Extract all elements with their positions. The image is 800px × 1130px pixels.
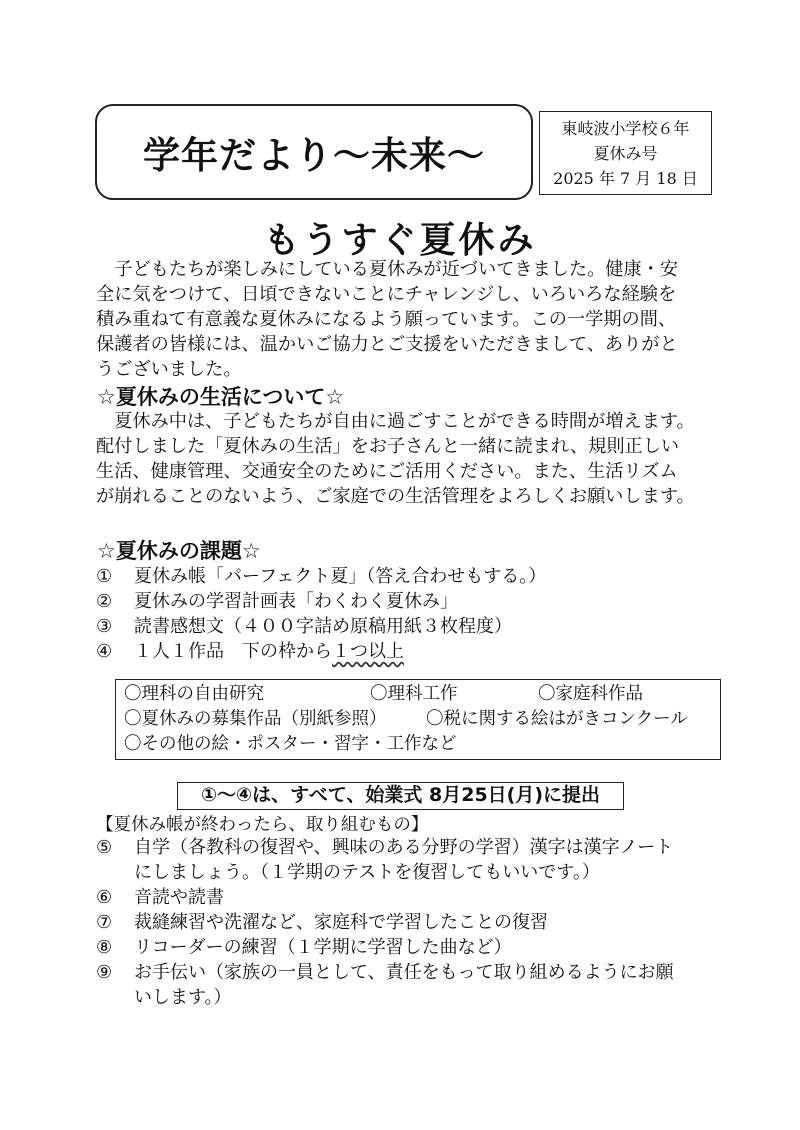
- option-item: 〇理科の自由研究: [124, 684, 264, 704]
- headline: もうすぐ夏休み: [263, 220, 537, 261]
- tasks-heading: ☆夏休みの課題☆: [97, 539, 261, 563]
- after-number: ⑥: [96, 887, 113, 908]
- after-text: にしましょう。（１学期のテストを復習してもいいです。）: [134, 862, 600, 883]
- task-emphasis: １つ以上: [332, 641, 404, 662]
- intro-line: 子どもたちが楽しみにしている夏休みが近づいてきました。健康・安: [96, 259, 679, 280]
- task-item: [96, 639, 546, 664]
- task-text: 夏休み帳「パーフェクト夏」（答え合わせもする。）: [134, 566, 547, 587]
- life-line: 配付しました「夏休みの生活」をお子さんと一緒に読まれ、規則正しい: [96, 436, 680, 457]
- after-item: [96, 910, 674, 935]
- after-item: [96, 960, 674, 1010]
- school-name: 東岐波小学校６年: [561, 119, 690, 138]
- task-item: [96, 614, 546, 639]
- after-number: ⑧: [96, 937, 113, 958]
- after-text: リコーダーの練習（１学期に学習した曲など）: [134, 937, 512, 958]
- issue-date: 2025 年 7 月 18 日: [553, 169, 698, 188]
- after-text: 自学（各教科の復習や、興味のある分野の学習）漢字は漢字ノート: [134, 837, 674, 858]
- life-paragraph: [96, 409, 716, 509]
- after-text: 裁縫練習や洗濯など、家庭科で学習したことの復習: [134, 912, 548, 933]
- life-heading: ☆夏休みの生活について☆: [97, 385, 345, 409]
- life-line: 夏休み中は、子どもたちが自由に過ごすことができる時間が増えます。: [96, 411, 695, 432]
- work-options-box: [115, 679, 721, 760]
- after-list: [96, 835, 674, 1010]
- after-item: [96, 935, 674, 960]
- intro-line: 積み重ねて有意義な夏休みになるよう願っています。この一学期の間、: [96, 309, 677, 330]
- after-number: ⑤: [96, 837, 113, 858]
- after-item: [96, 885, 674, 910]
- option-item: 〇夏休みの募集作品（別紙参照）: [124, 709, 387, 729]
- option-item: 〇理科工作: [370, 684, 458, 704]
- school-info-box: [539, 111, 712, 195]
- after-text: いします。）: [134, 987, 232, 1008]
- issue-name: 夏休み号: [593, 144, 658, 163]
- option-item: 〇その他の絵・ポスター・習字・工作など: [124, 734, 457, 754]
- task-number: ①: [96, 566, 113, 587]
- option-item: 〇税に関する絵はがきコンクール: [426, 709, 688, 729]
- after-number: ⑦: [96, 912, 113, 933]
- after-text: お手伝い（家族の一員として、責任をもって取り組めるようにお願: [134, 962, 674, 983]
- intro-line: 保護者の皆様には、温かいご協力とご支援をいただきまして、ありがと: [96, 334, 678, 355]
- deadline-notice: ①～④は、すべて、始業式 8月25日(月)に提出: [177, 782, 624, 810]
- life-line: が崩れることのないよう、ご家庭での生活管理をよろしくお願いします。: [96, 486, 695, 507]
- task-number: ②: [96, 591, 113, 612]
- intro-line: 全に気をつけて、日頃できないことにチャレンジし、いろいろな経験を: [96, 284, 677, 305]
- life-line: 生活、健康管理、交通安全のためにご活用ください。また、生活リズム: [96, 461, 678, 482]
- tasks-list: [96, 564, 546, 664]
- newsletter-title: 学年だより～未来～: [143, 134, 485, 177]
- option-item: 〇家庭科作品: [538, 684, 643, 704]
- after-item: [96, 835, 674, 885]
- task-text: 読書感想文（４００字詰め原稿用紙３枚程度）: [134, 616, 512, 637]
- intro-line: うございました。: [96, 359, 242, 380]
- task-item: [96, 564, 546, 589]
- after-number: ⑨: [96, 962, 113, 983]
- task-number: ③: [96, 616, 113, 637]
- task-item: [96, 589, 546, 614]
- newsletter-title-box: [95, 104, 533, 200]
- task-text: 夏休みの学習計画表「わくわく夏休み」: [134, 591, 458, 612]
- after-text: 音読や読書: [134, 887, 224, 908]
- task-number: ④: [96, 641, 113, 662]
- task-text: １人１作品 下の枠から: [134, 641, 332, 662]
- after-heading: 【夏休み帳が終わったら、取り組むもの】: [96, 815, 429, 835]
- intro-paragraph: [96, 257, 716, 382]
